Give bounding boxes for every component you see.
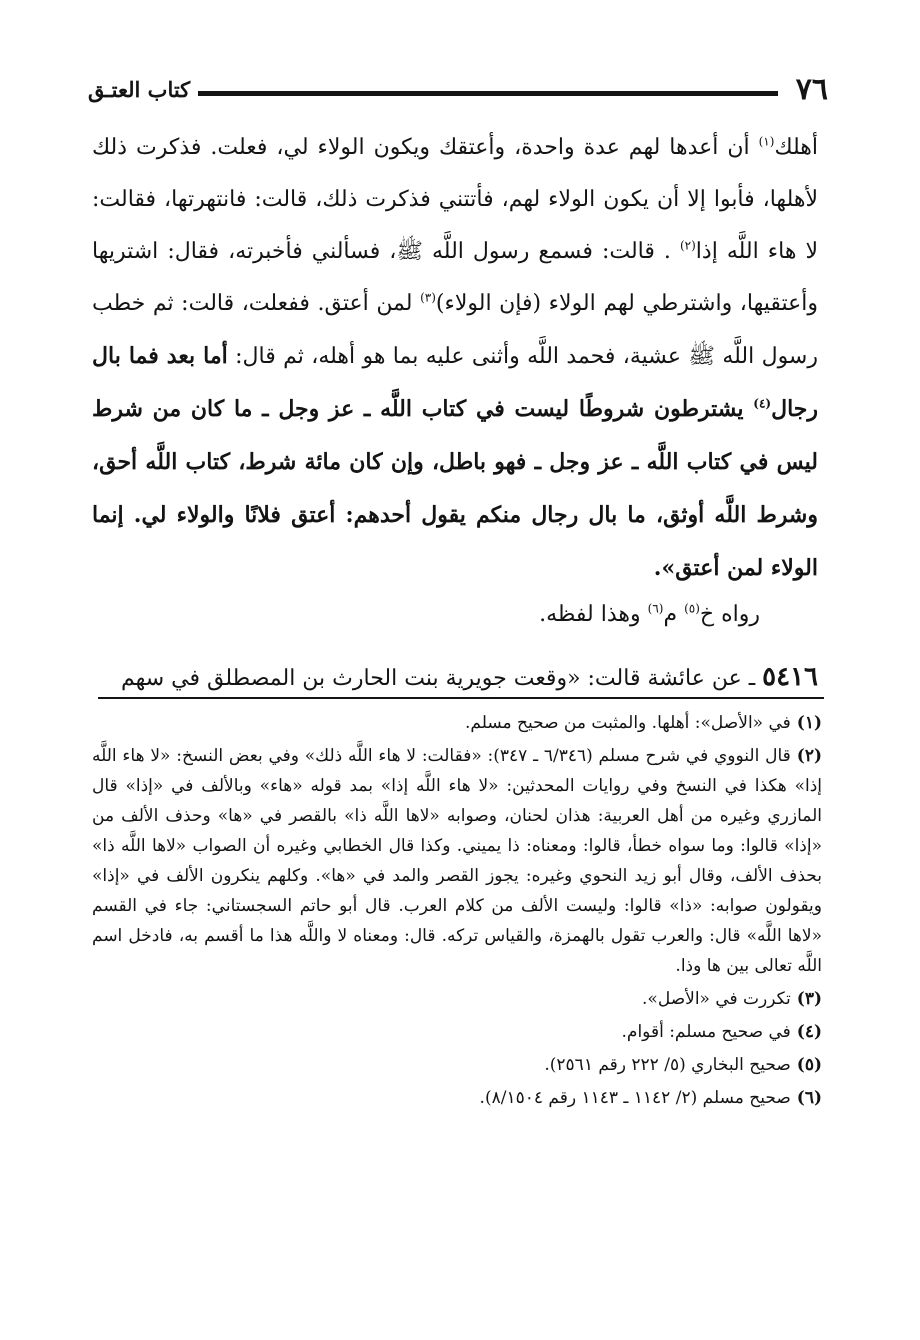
footnote-4 xyxy=(92,1017,822,1047)
footnote-2 xyxy=(92,741,822,981)
footnote-text: تكررت في «الأصل». xyxy=(642,989,791,1009)
footnote-text: صحيح البخاري (٥/ ٢٢٢ رقم ٢٥٦١). xyxy=(544,1055,791,1075)
hadith-number: ٥٤١٦ xyxy=(762,662,818,692)
footnote-number: (١) xyxy=(796,713,822,733)
footnote-ref-6[interactable]: (٦) xyxy=(647,601,664,616)
page-header xyxy=(88,72,828,108)
footnote-text: في «الأصل»: أهلها. والمثبت من صحيح مسلم. xyxy=(464,713,791,733)
footnote-3 xyxy=(92,984,822,1014)
hadith-text: ـ عن عائشة قالت: «وقعت جويرية بنت الحارث بن المصطلق في سهم xyxy=(120,666,756,691)
footnote-5 xyxy=(92,1050,822,1080)
footnote-number: (٦) xyxy=(796,1088,822,1108)
footnote-text: صحيح مسلم (٢/ ١١٤٢ ـ ١١٤٣ رقم ٨/١٥٠٤). xyxy=(479,1088,791,1108)
book-title: كتاب العتـق xyxy=(88,77,191,102)
header-rule xyxy=(198,91,778,96)
source-line xyxy=(92,589,818,641)
hadith-paragraph xyxy=(92,122,818,595)
text-run: لمن أعتق. ففعلت، قالت: ثم خطب رسول اللَّه ﷺ عشية، فحمد اللَّه وأثنى عليه بما هو أهله، ثم قال: xyxy=(92,291,818,369)
text-run: أما بعد فما بال رجال xyxy=(92,343,818,422)
footnote-ref-4[interactable]: (٤) xyxy=(753,396,772,411)
text-run: يشترطون شروطًا ليست في كتاب اللَّه ـ عز وجل ـ ما كان من شرط ليس في كتاب اللَّه ـ عز وجل ـ فهو باطل، وإن كان مائة شرط، كتاب اللَّه أحق، وشرط اللَّه أوثق، ما بال رجال منكم يقول أحدهم: أعتق فلانًا والولاء لي. إنما الولاء لمن أعتق». xyxy=(92,396,818,581)
source-text: وهذا لفظه. xyxy=(539,602,641,627)
footnote-number: (٢) xyxy=(796,746,822,766)
footnote-1 xyxy=(92,708,822,738)
footnote-6 xyxy=(92,1083,822,1113)
footnotes xyxy=(92,708,822,1116)
footnote-ref-2[interactable]: (٢) xyxy=(679,238,696,253)
hadith-quote xyxy=(92,343,818,581)
page-number: ٧٦ xyxy=(795,72,828,107)
footnote-number: (٥) xyxy=(796,1055,822,1075)
footnote-ref-5[interactable]: (٥) xyxy=(684,601,700,616)
text-run: أهلك xyxy=(774,135,818,160)
footnote-number: (٣) xyxy=(796,989,822,1009)
main-text xyxy=(92,122,818,705)
source-text: رواه خ xyxy=(699,602,760,627)
source-text: م xyxy=(663,602,678,627)
footnote-number: (٤) xyxy=(796,1022,822,1042)
text-run: أن أعدها لهم عدة واحدة، وأعتقك ويكون الولاء لي، فعلت. فذكرت ذلك لأهلها، فأبوا إلا أن يكون الولاء لهم، فأتتني فذكرت ذلك، قالت: فانتهرتها، فقالت: لا هاء اللَّه إذا xyxy=(92,135,818,264)
footnote-text: قال النووي في شرح مسلم (٦/٣٤٦ ـ ٣٤٧): «فقالت: لا هاء اللَّه ذلك» وفي بعض النسخ: «لا هاء اللَّه إذا» هكذا في النسخ وفي روايات المحدثين: «لا هاء اللَّه إذا» بمد قوله «هاء» وبالألف في «إذا» قال المازري وغيره من أهل العربية: هذان لحنان، وصوابه «لاها اللَّه ذا» بالقصر في «ها» وحذف الألف من «إذا» قالوا: وما سواه خطأ، قالوا: ومعناه: ذا يميني. وكذا قال الخطابي وغيره أن الصواب «لاها اللَّه ذا» بحذف الألف، وقال أبو زيد النحوي وغيره: يجوز القصر والمد في «ها». وكلهم ينكرون الألف في «إذا» ويقولون صوابه: «ذا» قالوا: وليست الألف من كلام العرب. قال أبو حاتم السجستاني: جاء في القسم «لاها اللَّه» قال: والعرب تقول بالهمزة، والقياس تركه. قال: ومعناه لا واللَّه هذا ما أقسم به، فادخل اسم اللَّه تعالى بين ها وذا. xyxy=(92,746,822,976)
footnote-text: في صحيح مسلم: أقوام. xyxy=(621,1022,791,1042)
text-run: . قالت: فسمع رسول اللَّه ﷺ، فسألني فأخبرته، فقال: اشتريها وأعتقيها، واشترطي لهم الولاء (فإن الولاء) xyxy=(92,239,818,316)
footnote-ref-3[interactable]: (٣) xyxy=(420,290,436,305)
footnote-ref-1[interactable]: (١) xyxy=(758,134,775,149)
footnote-divider xyxy=(98,697,824,699)
